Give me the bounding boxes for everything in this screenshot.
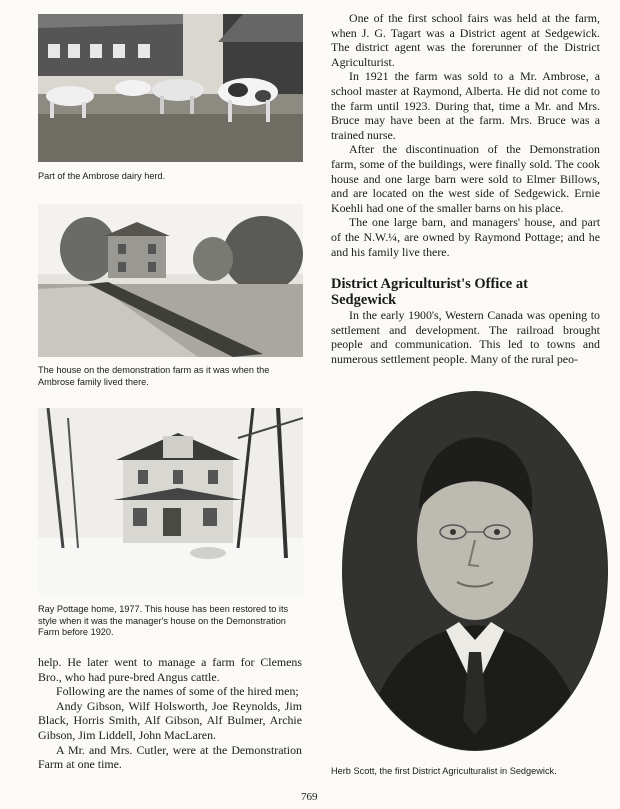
pottage-home-photo bbox=[38, 408, 303, 594]
left-column-text bbox=[38, 655, 302, 772]
paragraph: A Mr. and Mrs. Cutler, were at the Demonstration Farm at one time. bbox=[38, 742, 302, 772]
herb-scott-portrait bbox=[341, 390, 609, 752]
herb-scott-caption: Herb Scott, the first District Agriculturalist in Sedgewick. bbox=[331, 766, 557, 776]
paragraph: Following are the names of some of the hired men; bbox=[56, 684, 299, 699]
paragraph: The one large barn, and managers' house, and part of the N.W.¼, are owned by Raymond Pottage; and he and his family live there. bbox=[331, 215, 600, 259]
section-text bbox=[331, 308, 600, 366]
demonstration-house-photo bbox=[38, 204, 303, 357]
page-number: 769 bbox=[301, 791, 318, 803]
paragraph: Andy Gibson, Wilf Holsworth, Joe Reynolds, Jim Black, Horris Smith, Alf Gibson, Alf Bulmer, Archie Gibson, Jim Liddell, John MacLaren. bbox=[38, 698, 302, 742]
section-heading bbox=[331, 276, 601, 308]
dairy-herd-caption: Part of the Ambrose dairy herd. bbox=[38, 171, 166, 181]
section-heading-line1: District Agriculturist's Office at bbox=[331, 276, 528, 292]
right-column-text bbox=[331, 11, 600, 259]
paragraph: After the discontinuation of the Demonstration farm, some of the buildings, were finally sold. The cook house and one large barn were sold to Elmer Billows, and are located on the west side of Sedgewick. Ernie Koehli had one of the smaller barns on his place. bbox=[331, 142, 600, 215]
pottage-home-caption: Ray Pottage home, 1977. This house has been restored to its style when it was the manager's house on the Demonstration Farm before 1920. bbox=[38, 604, 289, 637]
paragraph: help. He later went to manage a farm for Clemens Bro., who had pure-bred Angus cattle. bbox=[38, 655, 302, 684]
paragraph: One of the first school fairs was held at the farm, when J. G. Tagart was a District agent at Sedgewick. The district agent was the forerunner of the District Agriculturist. bbox=[331, 11, 600, 69]
demonstration-house-caption: The house on the demonstration farm as it was when the Ambrose family lived there. bbox=[38, 365, 270, 387]
dairy-herd-photo bbox=[38, 14, 303, 162]
paragraph: In the early 1900's, Western Canada was opening to settlement and development. The railroad brought people and communication. This led to towns and numerous settlement people. Many of the rural peo- bbox=[331, 308, 600, 366]
paragraph: In 1921 the farm was sold to a Mr. Ambrose, a school master at Raymond, Alberta. He did not come to the farm until 1923. During that, time a Mr. and Mrs. Bruce may have been at the farm. Mrs. Bruce was a trained nurse. bbox=[331, 69, 600, 142]
section-heading-line2: Sedgewick bbox=[331, 292, 397, 308]
